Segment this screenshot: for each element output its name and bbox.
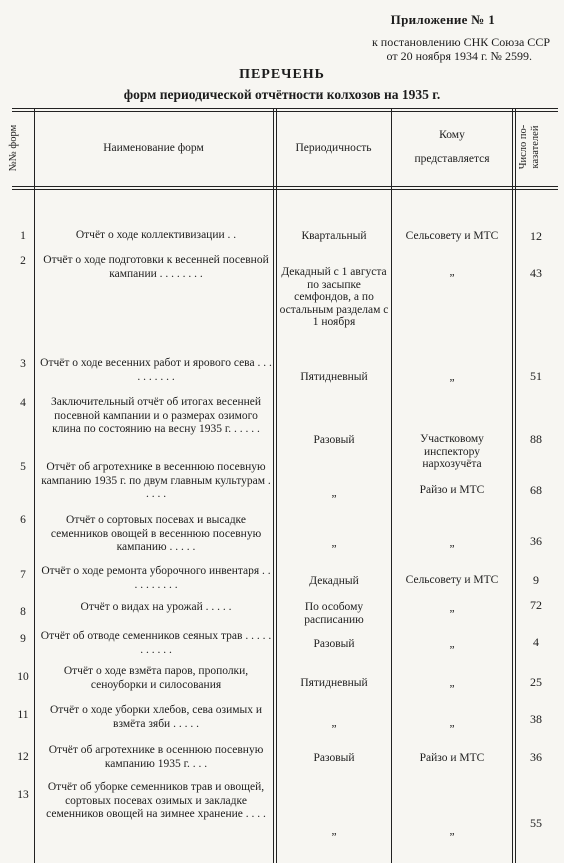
periodicity: Пятидневный (300, 371, 368, 383)
decree-reference-line2: от 20 ноября 1934 г. № 2599. (386, 49, 532, 63)
column-header-recipient-line1: Кому (439, 129, 465, 141)
column-divider-2b (276, 108, 277, 863)
recipient: Участковому инспектору нархозучёта (420, 433, 484, 470)
periodicity: По особому расписанию (304, 601, 364, 626)
indicator-count: 72 (530, 598, 542, 612)
recipient: „ (449, 717, 455, 729)
form-name: Отчёт об уборке семенников трав и овощей, сортовых посевах озимых и закладке семенников овощей на зимнее хранение . . . . (46, 781, 266, 820)
header-bottom-rule (12, 186, 558, 187)
column-header-periodicity: Периодичность (295, 142, 372, 154)
column-divider-2a (273, 108, 274, 863)
form-name: Отчёт о ходе подготовки к весенней посевной кампании . . . . . . . . (43, 254, 269, 280)
recipient: „ (449, 537, 455, 549)
row-number: 8 (20, 606, 26, 618)
indicator-count: 9 (533, 573, 539, 587)
indicator-count: 38 (530, 712, 542, 726)
form-name: Отчёт о ходе уборки хлебов, сева озимых и взмёта зяби . . . . . (49, 704, 263, 730)
periodicity: „ (331, 825, 337, 837)
column-divider-4a (512, 108, 513, 863)
table-top-rule (12, 108, 558, 109)
row-number: 2 (20, 255, 26, 267)
periodicity: Декадный с 1 августа по засыпке семфондов, а по остальным разделам с 1 ноября (279, 266, 389, 328)
recipient: Райзо и МТС (419, 752, 485, 764)
row-number: 1 (20, 230, 26, 242)
recipient: „ (449, 638, 455, 650)
appendix-label: Приложение № 1 (390, 12, 495, 27)
form-name: Отчёт о сортовых посевах и высадке семенников овощей в весеннюю посевную кампанию . . . . . (50, 514, 262, 553)
indicator-count: 68 (530, 483, 542, 497)
indicator-count: 36 (530, 750, 542, 764)
column-divider-3 (391, 108, 392, 863)
row-number: 6 (20, 514, 26, 526)
row-number: 9 (20, 633, 26, 645)
form-name: Отчёт о ходе взмёта паров, прополки, сеноуборки и силосования (63, 665, 249, 691)
form-name: Отчёт об отводе семенников сеяных трав . . . . . . . . . . . (40, 630, 272, 656)
form-name: Отчёт о видах на урожай . . . . . (80, 601, 232, 613)
recipient: „ (449, 266, 455, 278)
periodicity: Разовый (313, 434, 355, 446)
decree-reference-line1: к постановлению СНК Союза ССР (371, 35, 550, 49)
recipient: Райзо и МТС (419, 484, 485, 496)
recipient: „ (449, 825, 455, 837)
row-number: 13 (17, 789, 29, 801)
indicator-count: 51 (530, 369, 542, 383)
form-name: Отчёт об агротехнике в осеннюю посевную кампанию 1935 г. . . . (48, 744, 264, 770)
header-bottom-rule-inner (12, 189, 558, 190)
form-name: Отчёт об агротехнике в весеннюю посевную кампанию 1935 г. по двум главным культурам . . . . . (41, 461, 271, 500)
column-divider-4b (515, 108, 516, 863)
recipient: Сельсовету и МТС (405, 574, 499, 586)
recipient: „ (449, 677, 455, 689)
recipient: „ (449, 371, 455, 383)
row-number: 10 (17, 671, 29, 683)
column-header-recipient-line2: представляется (414, 153, 490, 165)
recipient: „ (449, 602, 455, 614)
periodicity: Декадный (309, 575, 359, 587)
row-number: 12 (17, 751, 29, 763)
indicator-count: 55 (530, 816, 542, 830)
periodicity: Пятидневный (300, 677, 368, 689)
column-header-name: Наименование форм (103, 142, 204, 154)
table-top-rule-inner (12, 111, 558, 112)
form-name: Отчёт о ходе ремонта уборочного инвентаря . . . . . . . . . . (41, 565, 271, 591)
form-name: Отчёт о ходе коллективизации . . (75, 229, 237, 241)
periodicity: Разовый (313, 752, 355, 764)
periodicity: „ (331, 537, 337, 549)
form-name: Отчёт о ходе весенних работ и ярового сева . . . . . . . . . . (40, 357, 272, 383)
form-name: Заключительный отчёт об итогах весенней посевной кампании и о размерах озимого клина по состоянию на весну 1935 г. . . . . . (50, 396, 262, 435)
column-header-count-line2: казателей (530, 125, 541, 169)
periodicity: Разовый (313, 638, 355, 650)
periodicity: „ (331, 717, 337, 729)
document-subtitle: форм периодической отчётности колхозов на 1935 г. (123, 87, 441, 102)
column-divider-1 (34, 108, 35, 863)
indicator-count: 88 (530, 432, 542, 446)
recipient: Сельсовету и МТС (405, 230, 499, 242)
row-number: 4 (20, 397, 26, 409)
indicator-count: 36 (530, 534, 542, 548)
row-number: 5 (20, 461, 26, 473)
indicator-count: 4 (533, 635, 539, 649)
periodicity: Квартальный (301, 230, 367, 242)
column-header-count-line1: Число по- (518, 124, 529, 170)
row-number: 3 (20, 358, 26, 370)
document-title: ПЕРЕЧЕНЬ (239, 67, 325, 82)
indicator-count: 43 (530, 266, 542, 280)
indicator-count: 25 (530, 675, 542, 689)
row-number: 11 (17, 709, 29, 721)
row-number: 7 (20, 569, 26, 581)
column-header-number: №№ форм (8, 124, 19, 172)
periodicity: „ (331, 487, 337, 499)
indicator-count: 12 (530, 229, 542, 243)
